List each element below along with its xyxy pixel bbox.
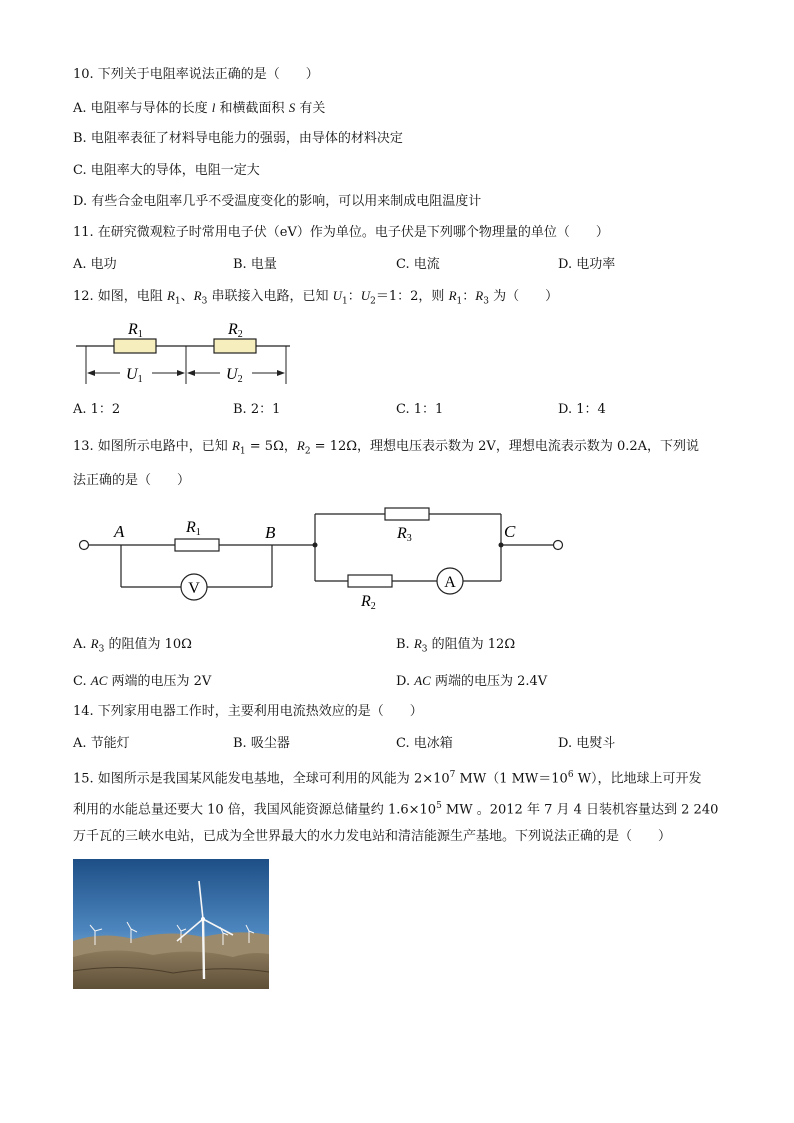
q13-r1-sub: 1 xyxy=(239,446,246,457)
q13-stem-pre: 13. 如图所示电路中，已知 xyxy=(73,439,232,454)
q14-option-a[interactable]: A. 节能灯 xyxy=(73,736,130,751)
q13-option-c[interactable] xyxy=(73,672,211,691)
q12-option-b[interactable]: B. 2：1 xyxy=(233,402,281,417)
q12-u1: U xyxy=(332,288,342,303)
q13-c-post: 两端的电压为 2V xyxy=(107,674,212,689)
q12-r3-sub: 3 xyxy=(201,296,208,307)
q13-stem xyxy=(73,437,699,461)
q13-d-pre: D. xyxy=(396,674,415,689)
q10-a-mid: 和横截面积 xyxy=(215,101,289,116)
q12-r3b-sub: 3 xyxy=(483,296,489,307)
q13-terminal-right xyxy=(554,541,563,550)
q10-a-s: S xyxy=(288,100,296,115)
q10-option-b[interactable]: B. 电阻率表征了材料导电能力的强弱，由导体的材料决定 xyxy=(73,131,403,146)
q12-resistor-r2 xyxy=(214,339,256,353)
q12-r1: R xyxy=(166,288,175,303)
q13-c-ac: AC xyxy=(90,673,108,688)
q13-b-post: 的阻值为 12Ω xyxy=(427,637,516,652)
q12-circuit-figure xyxy=(70,312,300,388)
q13-fig-r2: R2 xyxy=(361,593,376,612)
q15-l2-sup: 5 xyxy=(436,801,442,811)
q13-c-pre: C. xyxy=(73,674,91,689)
q12-option-c[interactable]: C. 1：1 xyxy=(396,402,444,417)
q13-circuit-figure xyxy=(70,500,580,618)
photo-near-hills xyxy=(73,950,269,989)
q15-l1-post: W），比地球上可开发 xyxy=(573,771,702,787)
q10-option-d[interactable]: D. 有些合金电阻率几乎不受温度变化的影响，可以用来制成电阻温度计 xyxy=(73,194,482,209)
q13-terminal-left xyxy=(80,541,89,550)
q13-stem-post: 理想电压表示数为 2V，理想电流表示数为 0.2A，下列说 xyxy=(370,439,700,454)
q10-a-l: l xyxy=(211,100,216,115)
q10-a-post: 有关 xyxy=(295,101,326,116)
q12-r1-sub: 1 xyxy=(174,296,181,307)
q12-resistor-r1 xyxy=(114,339,156,353)
q10-option-a[interactable] xyxy=(73,99,325,118)
q12-r1b-sub: 1 xyxy=(456,296,463,307)
q12-fig-u2: U2 xyxy=(226,366,243,385)
q13-r2-sub: 2 xyxy=(304,446,311,457)
q15-l1-pre: 15. 如图所示是我国某风能发电基地，全球可利用的风能为 2×10 xyxy=(73,771,450,787)
q11-option-c[interactable]: C. 电流 xyxy=(396,257,440,272)
q13-b-pre: B. xyxy=(396,637,414,652)
q13-r2-value: = 12Ω， xyxy=(310,439,371,454)
q12-arrowhead-u1-left xyxy=(87,370,95,376)
q12-u2-sub: 2 xyxy=(370,296,376,307)
q12-post: 为（ ） xyxy=(488,289,559,304)
q11-stem: 11. 在研究微观粒子时常用电子伏（eV）作为单位。电子伏是下列哪个物理量的单位（ ） xyxy=(73,225,609,240)
q12-mid: 串联接入电路，已知 xyxy=(207,289,333,304)
q12-arrowhead-u2-right xyxy=(277,370,285,376)
q12-option-a[interactable]: A. 1：2 xyxy=(73,402,121,417)
q13-r1: R xyxy=(231,438,240,453)
q15-l2-post: MW 。2012 年 7 月 4 日装机容量达到 2 240 xyxy=(441,802,719,818)
q13-b-r: R xyxy=(413,636,422,651)
q12-r1b: R xyxy=(448,288,457,303)
q11-option-b[interactable]: B. 电量 xyxy=(233,257,277,272)
q12-r3: R xyxy=(193,288,202,303)
q13-fig-r3: R3 xyxy=(397,525,412,544)
q13-a-pre: A. xyxy=(73,637,91,652)
q13-label-b: B xyxy=(265,523,276,542)
q13-label-a: A xyxy=(114,522,125,541)
q15-l1-mid: MW（1 MW＝10 xyxy=(455,771,568,787)
q10-a-pre: A. 电阻率与导体的长度 xyxy=(73,101,212,116)
q12-colon2: ： xyxy=(462,289,476,304)
q15-l2-pre: 利用的水能总量还要大 10 倍，我国风能资源总储量约 1.6×10 xyxy=(73,802,437,818)
q12-colon1: ： xyxy=(347,289,361,304)
q11-option-a[interactable]: A. 电功 xyxy=(73,257,117,272)
q13-label-c: C xyxy=(504,522,516,541)
q15-stem-line1 xyxy=(73,766,702,788)
q11-option-d[interactable]: D. 电功率 xyxy=(558,257,616,272)
q14-option-d[interactable]: D. 电熨斗 xyxy=(558,736,616,751)
wind-farm-photo xyxy=(73,859,269,989)
q12-eq: ＝1：2，则 xyxy=(375,289,449,304)
q12-fig-r2: R2 xyxy=(228,321,243,340)
q13-option-a[interactable] xyxy=(73,635,192,659)
q13-resistor-r3 xyxy=(385,508,429,520)
q10-stem: 10. 下列关于电阻率说法正确的是（ ） xyxy=(73,67,319,82)
q12-arrowhead-u2-left xyxy=(187,370,195,376)
q13-option-d[interactable] xyxy=(396,672,547,691)
q13-d-ac: AC xyxy=(414,673,431,688)
q13-a-r-sub: 3 xyxy=(98,644,105,655)
q13-voltmeter-label: V xyxy=(188,580,200,597)
q15-l1-sup1: 7 xyxy=(449,770,456,780)
q12-stem-pre: 12. 如图，电阻 xyxy=(73,289,167,304)
q13-a-r: R xyxy=(90,636,99,651)
q13-a-post: 的阻值为 10Ω xyxy=(104,637,192,652)
q12-fig-u1: U1 xyxy=(126,366,143,385)
q13-option-b[interactable] xyxy=(396,635,515,659)
q15-stem-line3: 万千瓦的三峡水电站，已成为全世界最大的水力发电站和清洁能源生产基地。下列说法正确的是（ ） xyxy=(73,829,672,844)
q12-stem xyxy=(73,287,558,311)
q13-b-r-sub: 3 xyxy=(421,644,428,655)
q12-fig-r1: R1 xyxy=(128,321,143,340)
q13-r2: R xyxy=(296,438,305,453)
q14-stem: 14. 下列家用电器工作时，主要利用电流热效应的是（ ） xyxy=(73,704,423,719)
q13-resistor-r2 xyxy=(348,575,392,587)
q13-d-post: 两端的电压为 2.4V xyxy=(430,674,548,689)
q13-ammeter-label: A xyxy=(444,574,456,591)
q15-stem-line2 xyxy=(73,797,718,819)
q15-l1-sup2: 6 xyxy=(567,770,574,780)
q12-sep1: 、 xyxy=(180,289,194,304)
q13-stem-line2: 法正确的是（ ） xyxy=(73,473,191,488)
q10-option-c[interactable]: C. 电阻率大的导体，电阻一定大 xyxy=(73,163,260,178)
q14-option-c[interactable]: C. 电冰箱 xyxy=(396,736,453,751)
q12-arrowhead-u1-right xyxy=(177,370,185,376)
q13-resistor-r1 xyxy=(175,539,219,551)
q12-u2: U xyxy=(360,288,371,303)
q12-option-d[interactable]: D. 1：4 xyxy=(558,402,606,417)
q14-option-b[interactable]: B. 吸尘器 xyxy=(233,736,290,751)
q12-u1-sub: 1 xyxy=(342,296,348,307)
q12-r3b: R xyxy=(475,288,484,303)
q13-r1-value: = 5Ω， xyxy=(245,439,297,454)
q13-fig-r1: R1 xyxy=(186,519,201,538)
